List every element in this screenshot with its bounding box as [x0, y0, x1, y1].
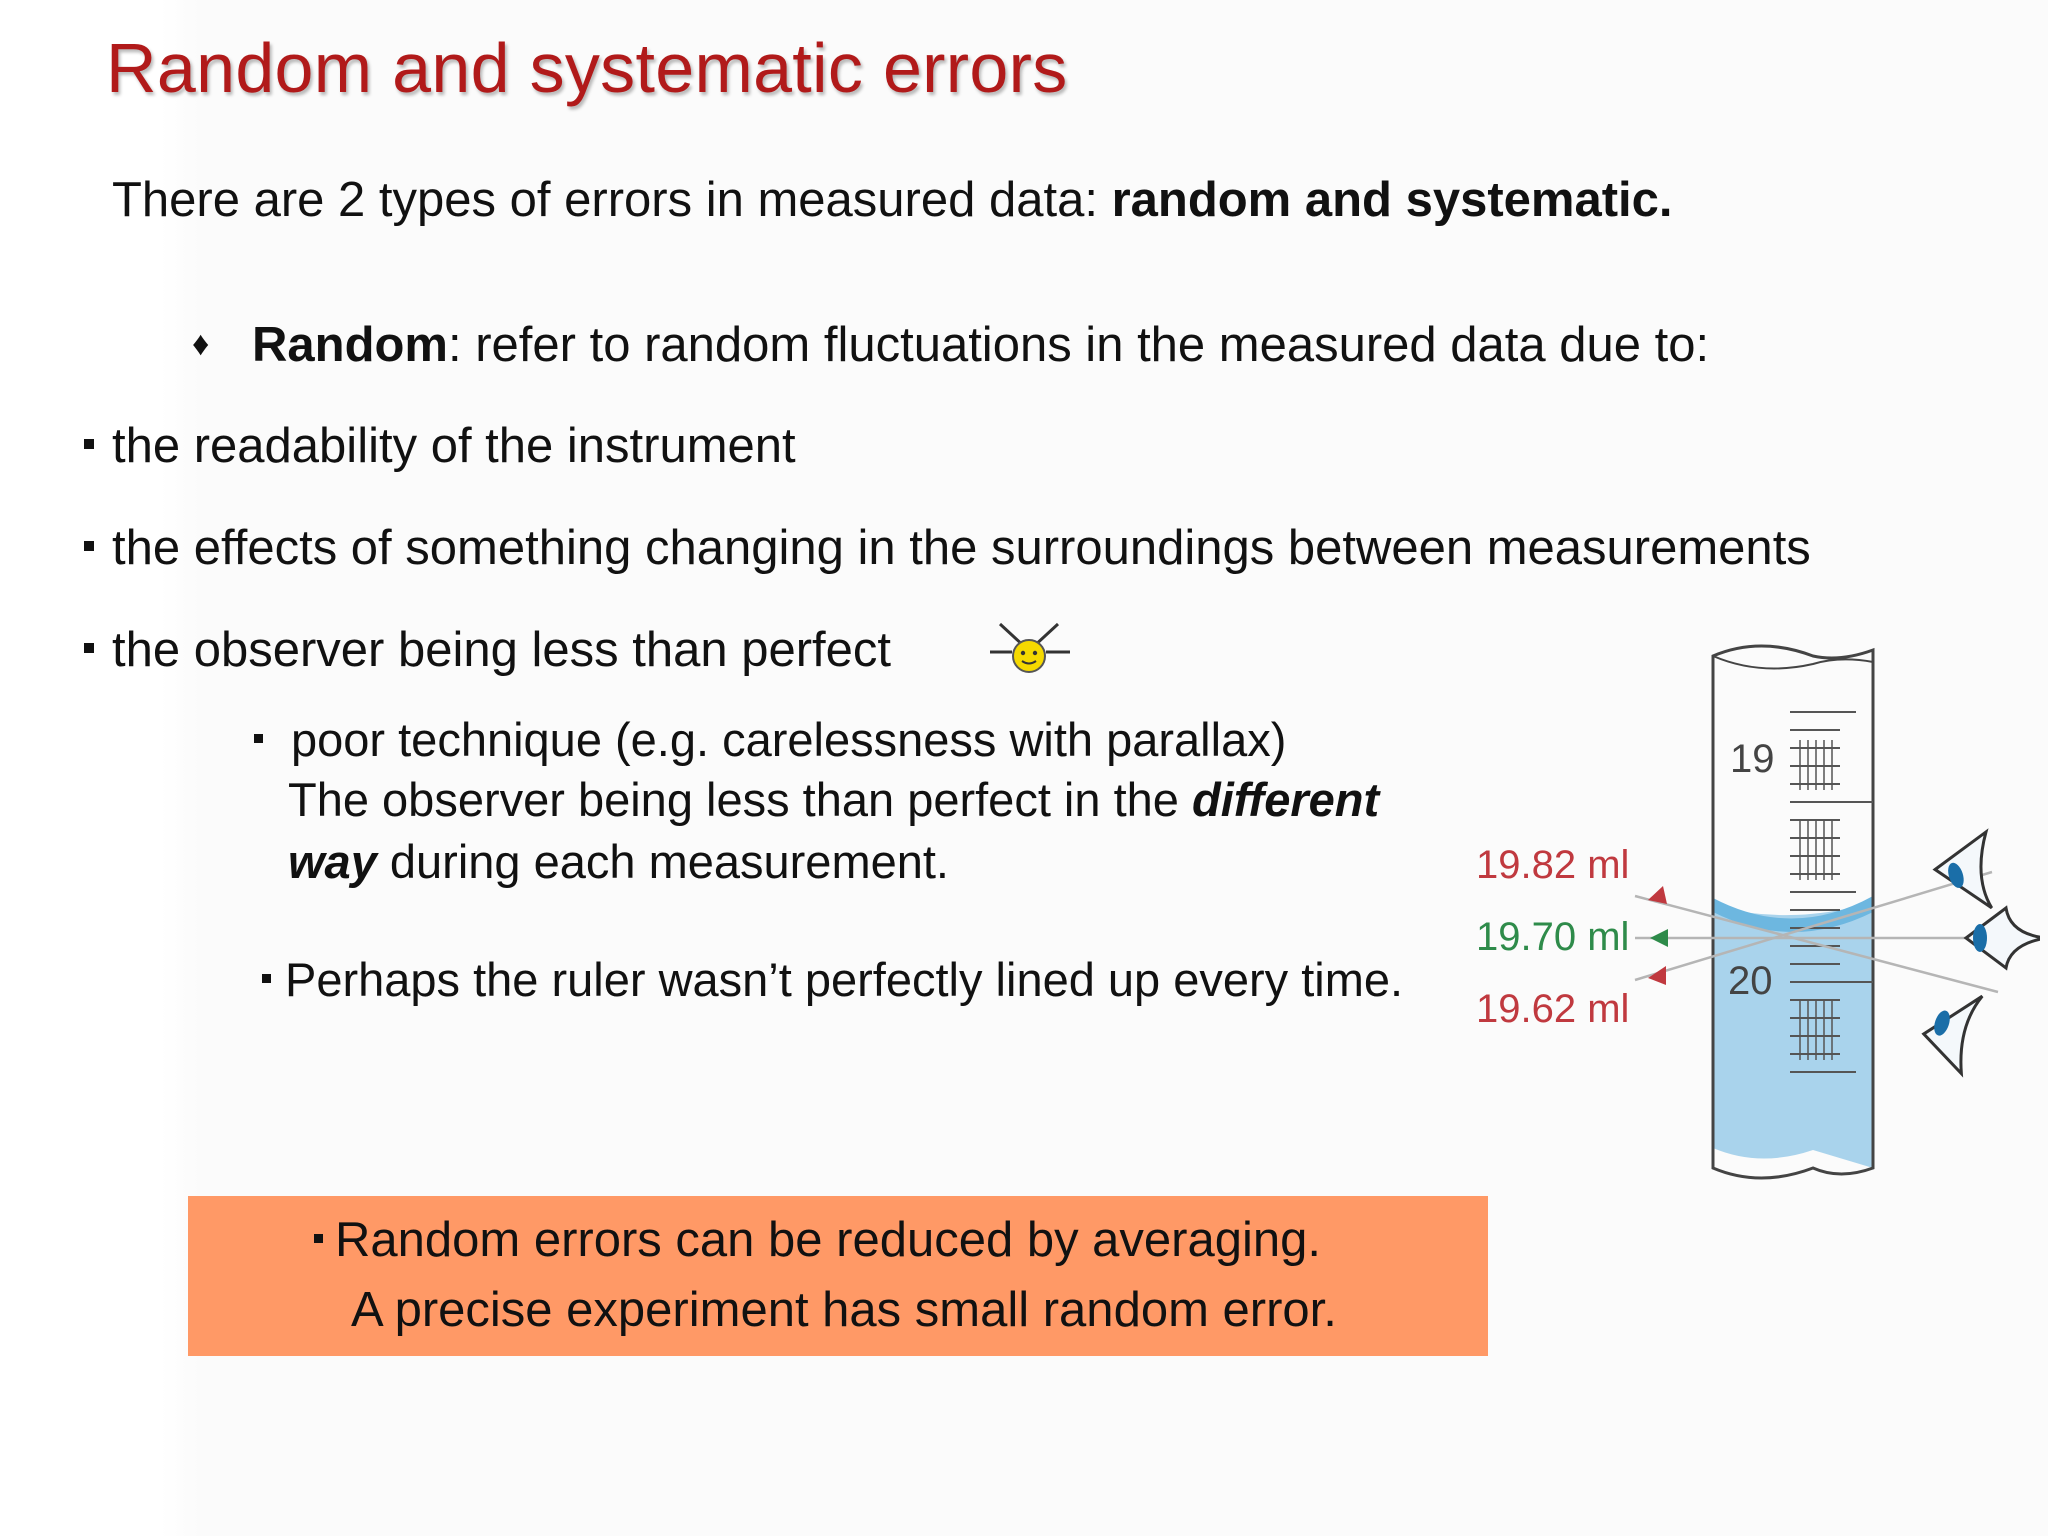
reading-correct: 19.70 ml: [1476, 915, 1630, 959]
cause-item: [84, 520, 1811, 576]
cause-text: the effects of something changing in the surroundings between measurements: [112, 521, 1811, 575]
cause-text: the observer being less than perfect: [112, 623, 892, 677]
callout-line-2: A precise experiment has small random error.: [351, 1283, 1337, 1337]
square-bullet-icon: [84, 643, 94, 653]
eye-icon: [1966, 908, 2040, 968]
ruler-text: Perhaps the ruler wasn’t perfectly lined up every time.: [285, 953, 1404, 1006]
arrow-correct-icon: [1650, 929, 1668, 947]
observer-text: during each measurement.: [376, 835, 949, 888]
technique-item: [254, 712, 1286, 767]
reading-high: 19.82 ml: [1476, 843, 1630, 887]
square-bullet-icon: [254, 734, 263, 743]
observer-text: The observer being less than perfect in the: [288, 773, 1192, 826]
observer-emphasis-different: different: [1191, 773, 1380, 826]
random-text: : refer to random fluctuations in the measured data due to:: [448, 318, 1710, 372]
cause-item: [84, 418, 796, 474]
square-bullet-icon: [84, 541, 94, 551]
smiley-bug-icon: [986, 620, 1072, 676]
scale-label-20: 20: [1728, 959, 1773, 1003]
random-definition: [192, 317, 1709, 373]
reading-low: 19.62 ml: [1476, 987, 1630, 1031]
square-bullet-icon: [262, 974, 271, 983]
observer-emphasis-way: way: [288, 835, 377, 888]
scale-label-19: 19: [1730, 737, 1775, 781]
callout-box: [188, 1196, 1488, 1356]
ruler-item: [262, 952, 1403, 1007]
random-label: Random: [252, 318, 448, 372]
observer-line-1: [288, 772, 1379, 827]
square-bullet-icon: [314, 1234, 323, 1243]
callout-text: Random errors can be reduced by averaging.: [335, 1213, 1322, 1267]
intro-text: There are 2 types of errors in measured data:: [112, 173, 1112, 227]
observer-line-2: [288, 834, 949, 889]
burette-parallax-diagram: [1460, 640, 2040, 1180]
cause-text: the readability of the instrument: [112, 419, 796, 473]
intro-bold: random and systematic.: [1111, 173, 1673, 227]
eye-icon: [1916, 983, 1986, 1074]
cause-item: [84, 622, 891, 678]
eye-icon: [1929, 832, 2009, 921]
technique-text: poor technique (e.g. carelessness with parallax): [291, 713, 1287, 766]
intro-sentence: [112, 172, 1673, 228]
diamond-bullet-icon: ♦: [192, 325, 210, 363]
square-bullet-icon: [84, 439, 94, 449]
callout-line-1: [314, 1212, 1321, 1268]
slide-title: Random and systematic errors: [106, 29, 1068, 107]
